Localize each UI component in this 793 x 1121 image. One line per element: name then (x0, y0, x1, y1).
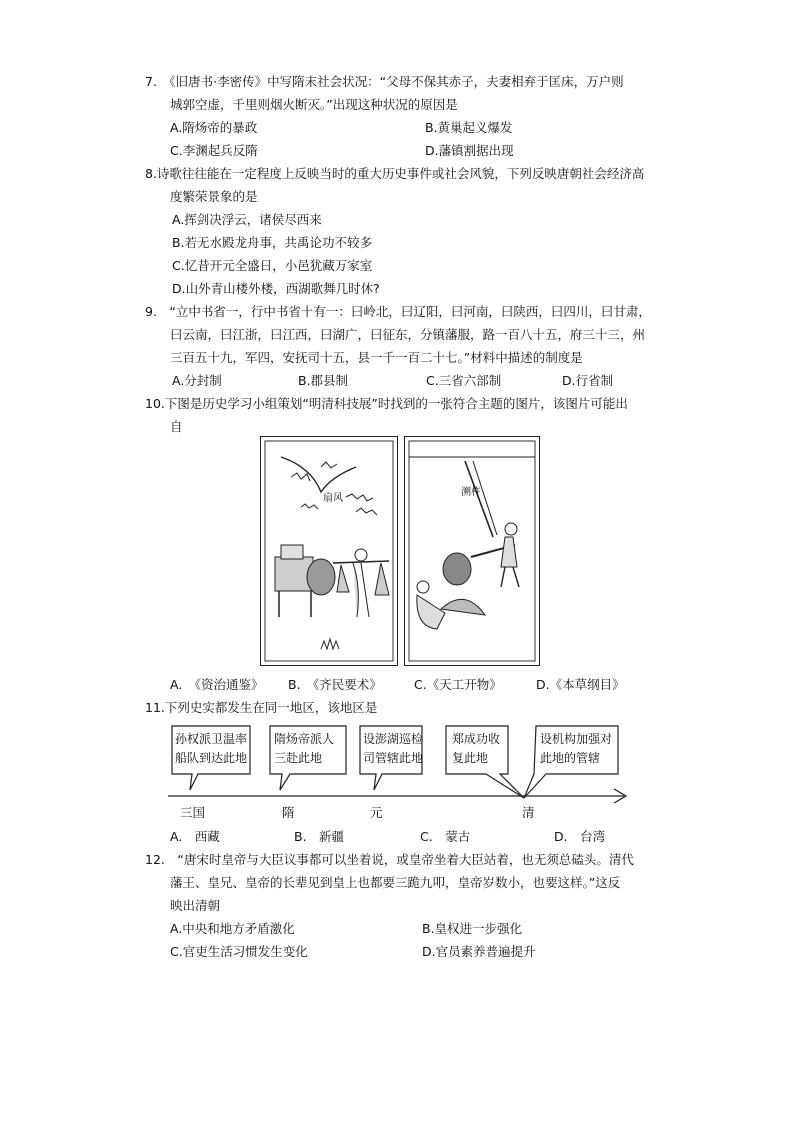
q7-option-a: A.隋炀帝的暴政 (170, 120, 258, 135)
q7-stem-line1: 7. 《旧唐书·李密传》中写隋末社会状况：“父母不保其赤子，夫妻相弃于匡床，万户则 (145, 74, 624, 89)
q8-option-a: A.挥剑决浮云，诸侯尽西来 (172, 212, 322, 227)
q10-option-b: B. 《齐民要术》 (288, 677, 382, 692)
image1-caption: 扇风 (323, 493, 343, 504)
q11-option-c: C. 蒙古 (420, 829, 471, 844)
q7-option-d: D.藩镇割据出现 (425, 143, 514, 158)
q12-option-c: C.官吏生活习惯发生变化 (170, 944, 308, 959)
callout-4-line1: 郑成功收 (452, 732, 501, 746)
q10-stem-line1: 10.下图是历史学习小组策划“明清科技展”时找到的一张符合主题的图片，该图片可能出 (145, 396, 628, 411)
q9-option-d: D.行省制 (562, 373, 614, 388)
q7-option-c: C.李渊起兵反隋 (170, 143, 258, 158)
q7-stem-line2: 城郭空虚，千里则烟火断灭。”出现这种状况的原因是 (170, 97, 458, 112)
q9-stem-line1: 9. “立中书省一，行中书省十有一：曰岭北，曰辽阳，曰河南，曰陕西，曰四川，曰甘肃， (145, 304, 651, 319)
q9-option-a: A.分封制 (172, 373, 222, 388)
winnowing-illustration (261, 437, 397, 665)
q9-stem-line3: 三百五十九，军四，安抚司十五，县一千一百二十七。”材料中描述的制度是 (170, 350, 583, 365)
q9-option-b: B.郡县制 (298, 373, 349, 388)
q8-option-b: B.若无水殿龙舟事，共禹论功不较多 (172, 235, 373, 250)
callout-4-line2: 复此地 (452, 751, 489, 765)
q12-stem-line3: 映出清朝 (170, 898, 221, 913)
q12-option-a: A.中央和地方矛盾激化 (170, 921, 295, 936)
era-label-qing: 清 (522, 805, 535, 820)
q8-option-c: C.忆昔开元全盛日，小邑犹藏万家室 (172, 258, 373, 273)
callout-1-line2: 船队到达此地 (175, 751, 248, 765)
woodcut-winnowing-image (260, 436, 398, 666)
q10-option-a: A. 《资治通鉴》 (170, 677, 264, 692)
callout-3-line1: 设澎湖巡检 (363, 732, 424, 746)
q12-stem-line1: 12. “唐宋时皇帝与大臣议事都可以坐着说，或皇帝坐着大臣站着，也无须总磕头。清代 (145, 852, 634, 867)
q12-stem-line2: 藩王、皇兄、皇帝的长辈见到皇上也都要三跪九叩，皇帝岁数小，也要这样。”这反 (170, 875, 621, 890)
q11-option-d: D. 台湾 (554, 829, 606, 844)
callout-2-line1: 隋炀帝派人 (274, 732, 335, 746)
woodcut-pestle-image (404, 436, 540, 666)
q8-option-d: D.山外青山楼外楼，西湖歌舞几时休? (172, 281, 380, 296)
callout-5-line2: 此地的管辖 (540, 751, 601, 765)
image2-caption: 溯杵 (461, 487, 481, 498)
q12-option-d: D.官员素养普遍提升 (422, 944, 536, 959)
q9-option-c: C.三省六部制 (426, 373, 502, 388)
callout-2-line2: 三赴此地 (274, 751, 323, 765)
q10-option-d: D.《本草纲目》 (536, 677, 625, 692)
era-label-sui: 隋 (282, 805, 295, 820)
q9-stem-line2: 曰云南，曰江浙，曰江西，曰湖广，曰征东，分镇藩服，路一百八十五，府三十三，州 (170, 327, 646, 342)
callout-1-line1: 孙权派卫温率 (175, 732, 248, 746)
q12-option-b: B.皇权进一步强化 (422, 921, 523, 936)
q10-option-c: C.《天工开物》 (414, 677, 502, 692)
callout-3-line2: 司管辖此地 (363, 751, 424, 765)
q11-option-a: A. 西藏 (170, 829, 220, 844)
callout-5-line1: 设机构加强对 (540, 732, 613, 746)
q8-stem-line1: 8.诗歌往往能在一定程度上反映当时的重大历史事件或社会风貌，下列反映唐朝社会经济高 (145, 166, 645, 181)
era-label-sanguo: 三国 (180, 805, 206, 820)
q10-stem-line2: 自 (170, 419, 183, 434)
q8-stem-line2: 度繁荣景象的是 (170, 189, 258, 204)
q11-stem: 11.下列史实都发生在同一地区，该地区是 (145, 700, 378, 715)
q11-option-b: B. 新疆 (294, 829, 345, 844)
pestle-illustration (405, 437, 539, 665)
era-label-yuan: 元 (370, 805, 383, 820)
q7-option-b: B.黄巢起义爆发 (425, 120, 513, 135)
